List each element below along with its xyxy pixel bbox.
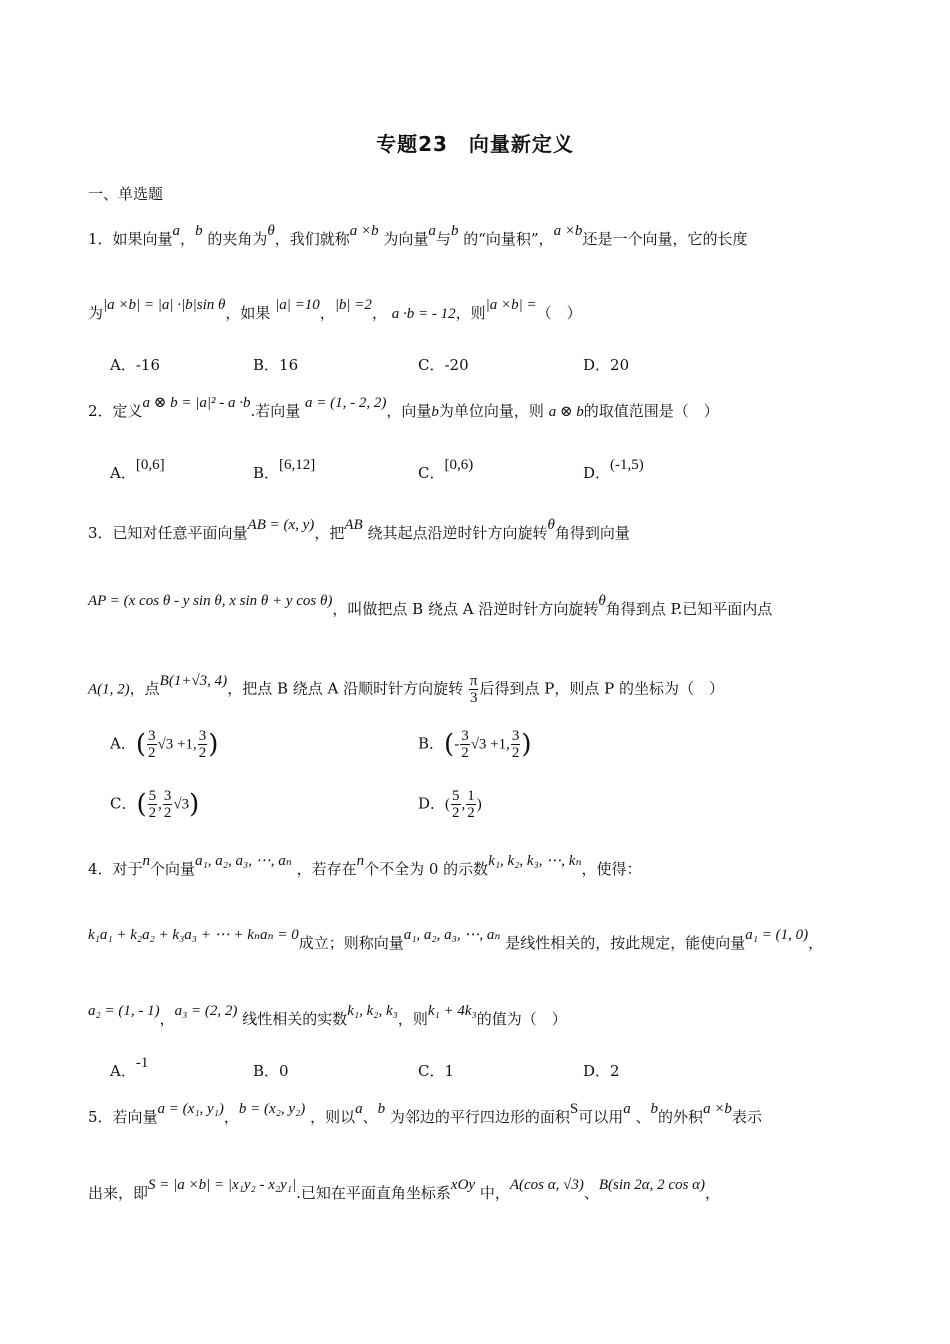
q5-line-1: 5．若向量a = (x₁, y₁)，b = (x₂, y₂) ，则以a、b 为邻边的平行四边形的面积S可以用a 、b的外积a ×b表示 <box>88 1101 762 1126</box>
q2-range-c: [0,6) <box>444 457 474 473</box>
q2-choice-c: C．[0,6) <box>418 457 474 482</box>
q2-choice-d: D．(-1,5) <box>583 457 644 482</box>
q2-range-b: [6,12] <box>279 457 316 473</box>
q1-choice-b: B．16 <box>253 356 299 374</box>
q3-choice-c: C．( $\frac{5}{2}$ , $\frac{3}{2}$ √3) <box>110 788 200 821</box>
q3-choice-d: D．( $\frac{5}{2}$ , $\frac{1}{2}$ ) <box>418 788 482 821</box>
q4-choice-a: A．-1 <box>110 1055 149 1080</box>
q3-choice-a: A．( $\frac{3}{2}$ √3 +1, $\frac{3}{2}$ ) <box>110 728 219 761</box>
q4-line-1: 4．对于n个向量a₁, a₂, a₃, ⋯, aₙ ，若存在n个不全为 0 的示数k₁, k₂, k₃, ⋯, kₙ，使得： <box>88 853 642 878</box>
q1-choice-c: C．-20 <box>418 356 469 374</box>
q3-line-2: AP = (x cos θ - y sin θ, x sin θ + y cos θ)，叫做把点 B 绕点 A 沿逆时针方向旋转θ角得到点 P.已知平面内点 <box>88 593 773 618</box>
q4-line-2: k₁a₁ + k₂a₂ + k₃a₃ + ⋯ + kₙaₙ = 0成立；则称向量a₁, a₂, a₃, ⋯, aₙ 是线性相关的，按此规定，能使向量a₁ = (1, 0)， <box>88 927 824 952</box>
q1-line-2: 为|a ×b| = |a| ·|b|sin θ，如果 |a| =10，|b| =2， a ·b = - 12，则|a ×b| =（ ） <box>88 297 582 322</box>
q2-range-d: (-1,5) <box>610 457 644 473</box>
q4-choice-b: B．0 <box>253 1062 289 1080</box>
q4-choice-c: C．1 <box>418 1062 455 1080</box>
q2-range-a: [0,6] <box>135 457 165 473</box>
q1-line-1: 1．如果向量a，b 的夹角为θ，我们就称a ×b 为向量a与b 的“向量积”，a ×b还是一个向量，它的长度 <box>88 223 748 248</box>
page-title: 专题23 向量新定义 <box>376 132 574 156</box>
q3-choice-b: B．(- $\frac{3}{2}$ √3 +1, $\frac{3}{2}$ ) <box>418 728 532 761</box>
section-heading: 一、单选题 <box>88 185 164 203</box>
q2-line-1: 2．定义a ⊗ b = |a|² - a ·b.若向量 a = (1, - 2, 2)，向量b为单位向量，则 a ⊗ b的取值范围是（ ） <box>88 395 719 420</box>
q2-choice-b: B．[6,12] <box>253 457 316 482</box>
q2-choice-a: A．[0,6] <box>110 457 165 482</box>
q3-line-1: 3．已知对任意平面向量AB = (x, y)，把AB 绕其起点沿逆时针方向旋转θ角得到向量 <box>88 517 630 542</box>
q5-line-2: 出来，即S = |a ×b| = |x₁y₂ - x₂y₁|.已知在平面直角坐标系xOy 中，A(cos α, √3)、B(sin 2α, 2 cos α)， <box>88 1177 721 1202</box>
q1-choice-d: D．20 <box>583 356 630 374</box>
q3-line-3: A(1, 2)，点B(1+√3, 4)，把点 B 绕点 A 沿顺时针方向旋转 $\frac{\pi}{3}$ 后得到点 P，则点 P 的坐标为（ ） <box>88 672 724 706</box>
q4-choice-d: D．2 <box>583 1062 620 1080</box>
q1-choice-a: A．-16 <box>110 356 160 374</box>
q4-line-3: a₂ = (1, - 1)，a₃ = (2, 2) 线性相关的实数k₁, k₂, k₃，则k₁ + 4k₃的值为（ ） <box>88 1003 567 1028</box>
